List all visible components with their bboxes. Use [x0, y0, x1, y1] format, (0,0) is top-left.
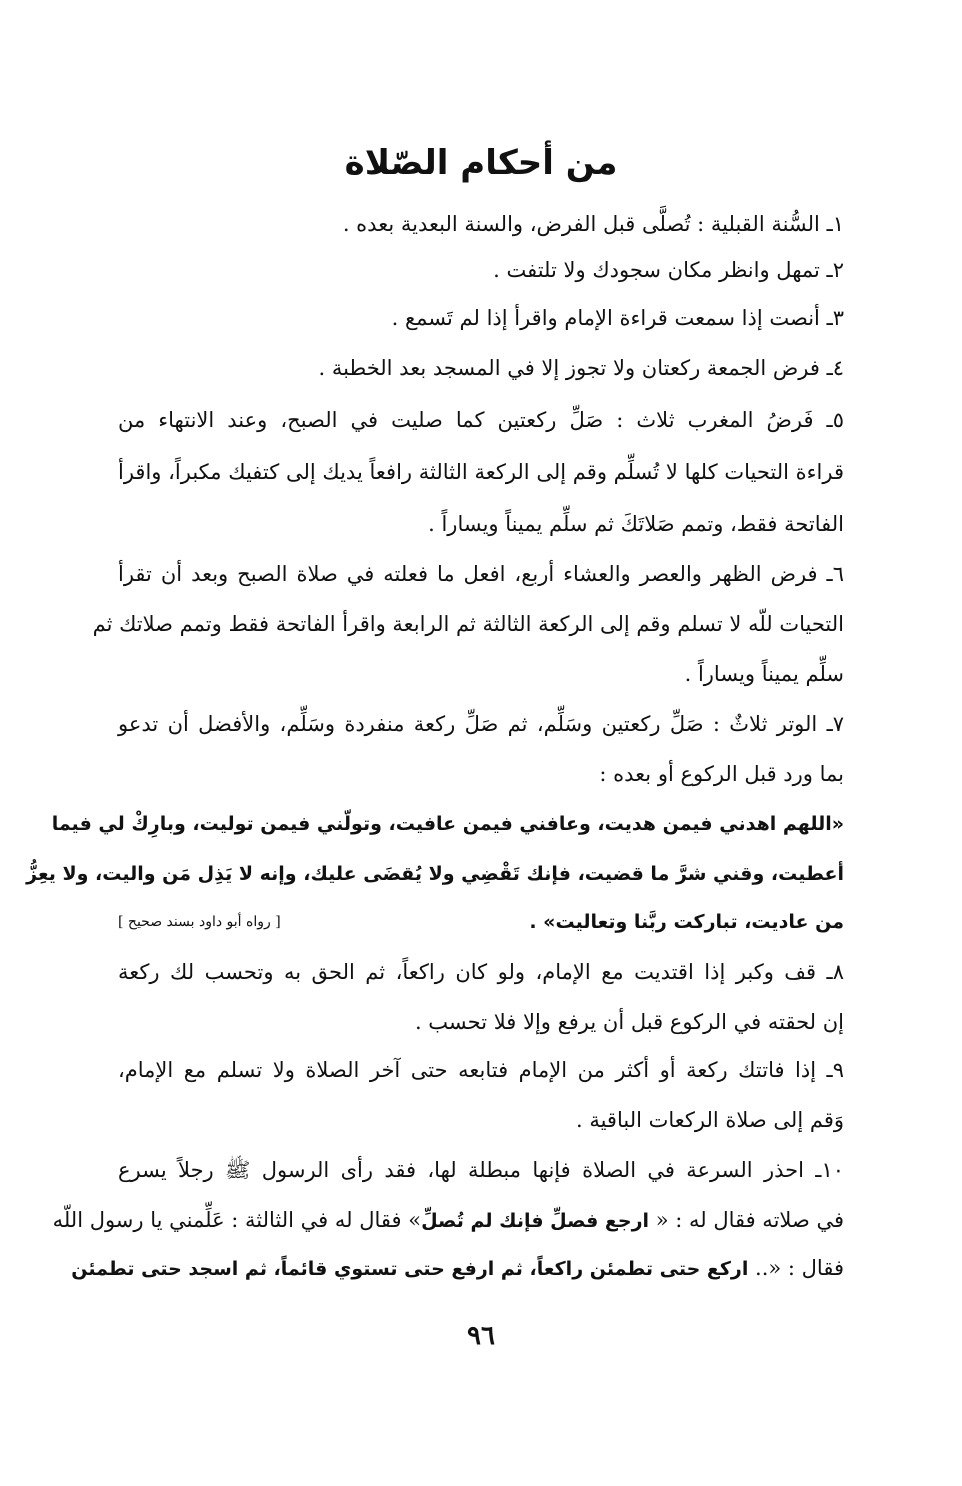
dua-line-3 — [118, 904, 844, 944]
item-10-line-3-start: فقال : «.. — [748, 1256, 844, 1280]
item-1-line: ١ـ السُّنة القبلية : تُصلَّى قبل الفرض، والسنة البعدية بعده . — [342, 212, 844, 236]
item-9-line-1: ٩ـ إذا فاتتك ركعة أو أكثر من الإمام فتابعه حتى آخر الصلاة ولا تسلم مع الإمام، — [118, 1058, 844, 1082]
item-10-line-2-end: » فقال له في الثالثة : عَلِّمني يا رسول اللّه — [52, 1208, 422, 1232]
item-6-line-1: ٦ـ فرض الظهر والعصر والعشاء أربع، افعل ما فعلته في صلاة الصبح وبعد أن تقرأ — [118, 562, 844, 586]
item-10-line-2 — [52, 1202, 844, 1242]
hadith-quote-2: اركع حتى تطمئن راكعاً، ثم ارفع حتى تستوي قائماً، ثم اسجد حتى تطمئن — [71, 1258, 749, 1280]
item-6-line-2: التحيات للّه لا تسلم وقم إلى الركعة الثالثة ثم الرابعة واقرأ الفاتحة فقط وتمم صلاتك ثم — [92, 612, 844, 636]
dua-line-1: «اللهم اهدني فيمن هديت، وعافني فيمن عافيت، وتولّني فيمن توليت، وبارِكْ لي فيما — [51, 813, 844, 835]
item-8-line-2: إن لحقته في الركوع قبل أن يرفع وإلا فلا تحسب . — [414, 1010, 844, 1034]
item-5-line-3: الفاتحة فقط، وتمم صَلاتَكَ ثم سلِّم يميناً ويساراً . — [428, 512, 844, 536]
page-number: ٩٦ — [467, 1321, 495, 1351]
item-7-line-2: بما ورد قبل الركوع أو بعده : — [599, 762, 844, 786]
item-7-line-1: ٧ـ الوتر ثلاثٌ : صَلِّ ركعتين وسَلِّم، ثم صَلِّ ركعة منفردة وسَلِّم، والأفضل أن تدعو — [118, 712, 844, 736]
item-2-line: ٢ـ تمهل وانظر مكان سجودك ولا تلتفت . — [493, 258, 844, 282]
item-5-line-1: ٥ـ فَرضُ المغرب ثلاث : صَلِّ ركعتين كما صليت في الصبح، وعند الانتهاء من — [118, 408, 844, 432]
item-9-line-2: وَقم إلى صلاة الركعات الباقية . — [575, 1108, 844, 1132]
item-8-line-1: ٨ـ قف وكبر إذا اقتديت مع الإمام، ولو كان راكعاً، ثم الحق به وتحسب لك ركعة — [118, 960, 844, 984]
item-5-line-2: قراءة التحيات كلها لا تُسلِّم وقم إلى الركعة الثالثة رافعاً يديك إلى كتفيك مكبراً، واقرأ — [118, 460, 844, 484]
page-title: من أحكام الصّلاة — [344, 143, 618, 183]
item-6-line-3: سلِّم يميناً ويساراً . — [684, 662, 844, 686]
hadith-citation: [ رواه أبو داود بسند صحيح ] — [118, 914, 281, 930]
item-10-line-2-start: في صلاته فقال له : « — [649, 1208, 844, 1232]
item-10-line-1: ١٠ـ احذر السرعة في الصلاة فإنها مبطلة لها، فقد رأى الرسول ﷺ رجلاً يسرع — [118, 1158, 844, 1182]
hadith-quote-1: ارجع فصلِّ فإنك لم تُصلِّ — [421, 1210, 650, 1232]
item-3-line: ٣ـ أنصت إذا سمعت قراءة الإمام واقرأ إذا لم تَسمع . — [391, 306, 844, 330]
dua-line-3-text: من عاديت، تباركت ربَّنا وتعاليت» . — [529, 911, 844, 933]
dua-line-2: أعطيت، وقني شرَّ ما قضيت، فإنك تَقْضِي ولا يُقضَى عليك، وإنه لا يَذِل مَن واليت، ولا يعِزُّ — [26, 863, 844, 885]
item-4-line: ٤ـ فرض الجمعة ركعتان ولا تجوز إلا في المسجد بعد الخطبة . — [318, 356, 844, 380]
item-10-line-3 — [71, 1250, 844, 1290]
